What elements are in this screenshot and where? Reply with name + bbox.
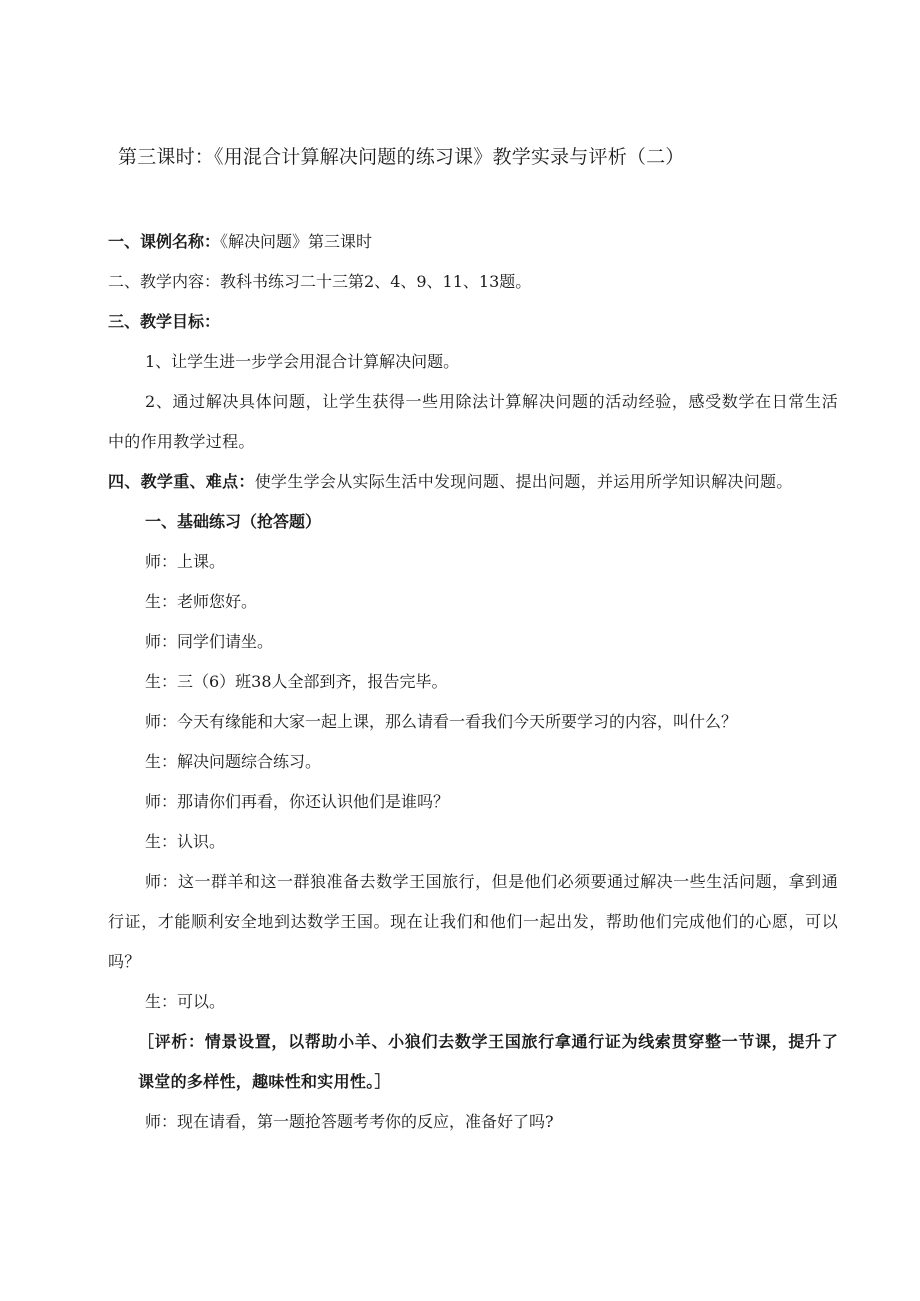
teaching-content-line — [108, 262, 838, 302]
document-body — [108, 222, 838, 1142]
teaching-content-label: 二、教学内容： — [108, 272, 221, 291]
dialogue-line: 生：可以。 — [145, 992, 226, 1011]
dialogue-line: 生：认识。 — [145, 832, 226, 851]
lesson-name-label: 一、课例名称： — [108, 232, 221, 251]
goal-item-1: 1、让学生进一步学会用混合计算解决问题。 — [145, 352, 460, 371]
dialogue-line: 师：今天有缘能和大家一起上课，那么请看一看我们今天所要学习的内容，叫什么？ — [145, 712, 738, 731]
dialogue-line: 师：上课。 — [145, 552, 226, 571]
lesson-name-value: 《解决问题》第三课时 — [220, 232, 373, 251]
dialogue-line: 师：那请你们再看，你还认识他们是谁吗？ — [145, 792, 450, 811]
dialogue-line: 师：这一群羊和这一群狼准备去数学王国旅行，但是他们必须要通过解决一些生活问题，拿到通行证，才能顺利安全地到达数学王国。现在让我们和他们一起出发，帮助他们完成他们的心愿，可以吗？ — [108, 872, 838, 971]
key-points-line — [108, 462, 838, 502]
lesson-name-line — [108, 222, 838, 262]
goal-item-2: 2、通过解决具体问题，让学生获得一些用除法计算解决问题的活动经验，感受数学在日常生活中的作用教学过程。 — [108, 392, 838, 451]
teaching-content-value: 教科书练习二十三第2、4、9、11、13题。 — [220, 272, 532, 291]
practice-heading: 一、基础练习（抢答题） — [145, 512, 322, 531]
teaching-goals-heading: 三、教学目标： — [108, 312, 221, 331]
comment-block: ［评析：情景设置，以帮助小羊、小狼们去数学王国旅行拿通行证为线索贯穿整一节课，提升了课堂的多样性，趣味性和实用性。］ — [138, 1032, 838, 1091]
dialogue-line: 生：老师您好。 — [145, 592, 258, 611]
document-title: 第三课时：《用混合计算解决问题的练习课》教学实录与评析（二） — [118, 146, 685, 168]
key-points-value: 使学生学会从实际生活中发现问题、提出问题，并运用所学知识解决问题。 — [254, 472, 793, 491]
dialogue-line: 生：解决问题综合练习。 — [145, 752, 322, 771]
dialogue-line: 生：三（6）班38人全部到齐，报告完毕。 — [145, 672, 448, 691]
dialogue-line-last: 师：现在请看，第一题抢答题考考你的反应，准备好了吗? — [145, 1112, 554, 1131]
dialogue-line: 师：同学们请坐。 — [145, 632, 274, 651]
key-points-label: 四、教学重、难点： — [108, 472, 255, 491]
